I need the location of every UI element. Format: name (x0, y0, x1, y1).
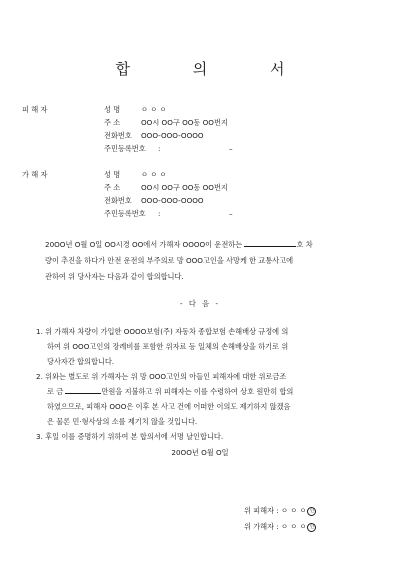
item-2-line-2 (36, 384, 366, 399)
terms-list (36, 324, 366, 444)
item-3-line-1: 3. 후일 이를 증명하기 위하여 본 합의서에 서명 날인합니다. (36, 432, 224, 441)
vehicle-number-blank (244, 238, 296, 247)
item-2-line-4: 은 물론 민·형사상의 소를 제기치 않을 것입니다. (47, 417, 198, 426)
victim-name-key: 성 명 (104, 105, 121, 114)
victim-phone-value: OOO-OOO-OOOO (141, 131, 204, 140)
offender-label: 가 해 자 (22, 170, 48, 179)
item-1-line-3: 당사자간 합의합니다. (47, 357, 115, 366)
item-2-line-1: 2. 위와는 별도로 위 가해자는 위 망 OOO고인의 아들인 피해자에 대한 위로금조 (36, 372, 287, 381)
offender-phone-key: 전화번호 (104, 196, 132, 205)
intro-line-1-text: 20OO년 O월 O일 OO시경 OO에서 가해자 OOOO이 운전하는 (45, 240, 243, 249)
victim-seal-icon: 인 (307, 507, 316, 516)
document-title: 합 의 서 (115, 60, 314, 78)
offender-phone-value: OOO-OOO-OOOO (141, 196, 204, 205)
offender-signature-line (244, 522, 316, 532)
item-2-line-3: 하였으므로, 피해자 OOO은 이후 본 사고 건에 어떠한 이의도 제기하지 않겠음 (47, 402, 291, 411)
victim-signature-text: 위 피해자 : ㅇ ㅇ ㅇ (244, 506, 307, 515)
offender-address-key: 주 소 (104, 183, 121, 192)
intro-line-1 (45, 237, 355, 253)
agreement-date: 20OO년 O월 O일 (171, 448, 229, 457)
item-1-line-1: 1. 위 가해자 차량이 가입한 OOOO보험(주) 자동차 종합보험 손해배상 규정에 의 (36, 327, 289, 336)
offender-address-value: OO시 OO구 OO동 OO번지 (141, 183, 228, 192)
victim-rrn-key: 주민등록번호 (104, 144, 146, 153)
intro-line-3: 관하여 위 당사자는 다음과 같이 합의합니다. (45, 272, 184, 281)
victim-signature-line (244, 506, 316, 516)
victim-phone-key: 전화번호 (104, 131, 132, 140)
victim-address-key: 주 소 (104, 118, 121, 127)
offender-rrn-dash: – (229, 209, 233, 218)
offender-signature-text: 위 가해자 : ㅇ ㅇ ㅇ (244, 522, 307, 531)
offender-rrn-key: 주민등록번호 (104, 209, 146, 218)
amount-blank (65, 385, 101, 394)
offender-name-key: 성 명 (104, 170, 121, 179)
agreement-document: 합 의 서 피 해 자 성 명 ㅇ ㅇ ㅇ 주 소 OO시 OO구 OO동 OO번지 전화번호 OOO-OOO-OOOO 주민등록번호 : – 가 해 자 성 명 ㅇ ㅇ ㅇ 주 소 OO시 OO구 OO동 OO번지 전화번호 OOO-OOO-OOOO 주민등록번호 : – 20OO년 O월 O일 OO시경 OO에서 가해자 OOOO이 운전하는 호 차 량이 추진을 하다가 안전 운전의 부주의로 망 OOO고인을 사망케 한 교통사고에 관하여 위 당사자는 다음과 같이 합의합니다. - 다 음 - 1. 위 가해자 차량이 가입한 OOOO보험(주) 자동차 종합보험 손해배상 규정에 의 하여 위 OOO고인의 장례비를 포함한 위자료 등 일체의 손해배상을 하기로 위 당사자간 합의합니다. 2. 위와는 별도로 위 가해자는 위 망 OOO고인의 아들인 피해자에 대한 위로금조 로 금 만원을 지불하고 위 피해자는 이를 수령하여 상호 원만히 합의 하였으므로, 피해자 OOO은 이후 본 사고 건에 어떠한 이의도 제기하지 않겠음 은 물론 민·형사상의 소를 제기치 않을 것입니다. 3. 후일 이를 증명하기 위하여 본 합의서에 서명 날인합니다. 20OO년 O월 O일 위 피해자 : ㅇ ㅇ ㅇ 인 위 가해자 : ㅇ ㅇ ㅇ 인 (0, 0, 400, 566)
offender-seal-icon: 인 (307, 523, 316, 532)
terms-heading: - 다 음 - (180, 299, 220, 308)
intro-line-1-suffix: 호 차 (296, 240, 313, 249)
victim-label: 피 해 자 (22, 105, 48, 114)
intro-line-2: 량이 추진을 하다가 안전 운전의 부주의로 망 OOO고인을 사망케 한 교통사고에 (45, 256, 294, 265)
item-1-line-2: 하여 위 OOO고인의 장례비를 포함한 위자료 등 일체의 손해배상을 하기로 위 (47, 342, 289, 351)
victim-rrn-dash: – (229, 144, 233, 153)
victim-address-value: OO시 OO구 OO동 OO번지 (141, 118, 228, 127)
offender-name-value: ㅇ ㅇ ㅇ (141, 170, 167, 179)
item-2-line-2-prefix: 로 금 (47, 387, 64, 396)
intro-paragraph (45, 237, 355, 285)
victim-name-value: ㅇ ㅇ ㅇ (141, 105, 167, 114)
item-2-line-2-text: 만원을 지불하고 위 피해자는 이를 수령하여 상호 원만히 합의 (101, 387, 294, 396)
